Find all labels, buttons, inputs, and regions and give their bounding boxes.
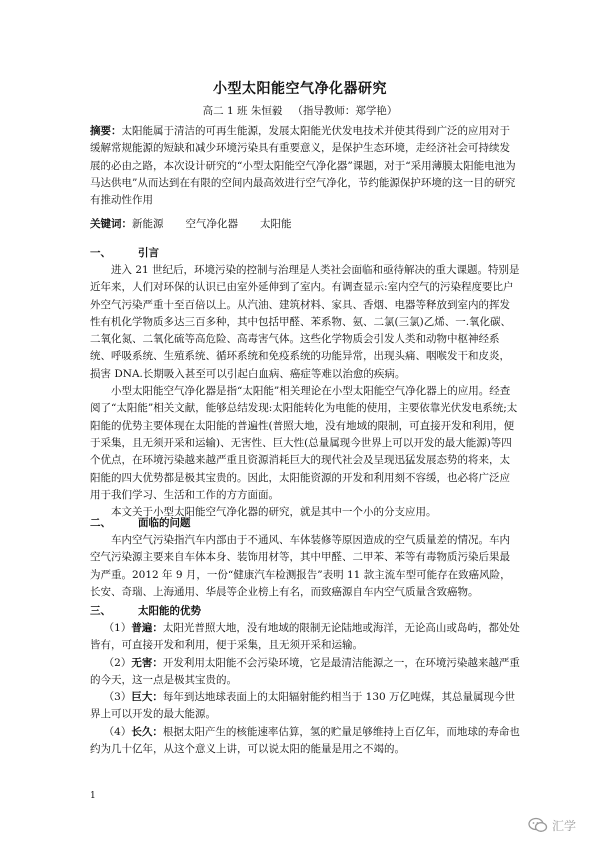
section-number: 二、 xyxy=(90,517,111,529)
paper-title: 小型太阳能空气净化器研究 xyxy=(213,81,387,97)
section-title: 太阳能的优势 xyxy=(138,605,201,617)
watermark xyxy=(528,815,594,835)
keywords xyxy=(90,216,520,233)
list-item xyxy=(90,689,520,724)
abstract xyxy=(90,123,520,209)
item-number: （3） xyxy=(103,691,132,704)
keyword: 太阳能 xyxy=(260,218,292,230)
item-number: （2） xyxy=(103,656,132,669)
item-label: 巨大： xyxy=(131,691,163,704)
wechat-icon xyxy=(528,817,548,833)
abstract-text: 太阳能属于清洁的可再生能源，发展太阳能光伏发电技术并使其得到广泛的应用对于缓解常规能源的短缺和减少环境污染具有重要意义，是保护生态环境，走经济社会可持续发展的必由之路，本次设计研究的“小型太阳能空气净化器”课题，对于“采用薄膜太阳能电池为马达供电”从而达到在有限的空间内最高效进行空气净化，节约能源保护环境的这一目的研究有推动性作用 xyxy=(90,125,516,207)
section-heading-intro xyxy=(90,245,520,260)
keyword: 空气净化器 xyxy=(185,218,238,230)
item-label: 长久： xyxy=(131,725,163,738)
list-item xyxy=(90,620,520,655)
advisor: （指导教师：郑学艳） xyxy=(292,105,398,117)
item-number: （4） xyxy=(103,725,132,738)
section-body-intro xyxy=(90,262,520,521)
item-text: 根据太阳产生的核能速率估算，氢的贮量足够维持上百亿年，而地球的寿命也约为几十亿年，从这个意义上讲，可以说太阳的能量是用之不竭的。 xyxy=(90,725,520,756)
advantages-list xyxy=(90,620,520,758)
abstract-label: 摘要： xyxy=(90,125,122,137)
section-number: 三、 xyxy=(90,605,111,617)
paragraph: 进入 21 世纪后，环境污染的控制与治理是人类社会面临和亟待解决的重大课题。特别是近年来，人们对环保的认识已由室外延伸到了室内。有调查显示:室内空气的污染程度要比户外空气污染严重十至百倍以上。从汽油、建筑材料、家具、香烟、电器等释放到室内的挥发性有机化学物质多达三百多种，其中包括甲醛、苯系物、氨、二氯(三氯)乙烯、一.氧化碳、二氧化氮、二氧化硫等高危险、高毒害气体。这些化学物质会引发人类和动物中枢神经系统、呼吸系统、生殖系统、循环系统和免疫系统的功能异常，出现头痛、咽喉发干和皮炎，损害 DNA.长期吸入甚至可以引起白血病、癌症等难以治愈的疾病。 xyxy=(90,264,520,380)
list-item xyxy=(90,724,520,759)
item-label: 无害： xyxy=(131,656,163,669)
paragraph: 小型太阳能空气净化器是指“太阳能”相关理论在小型太阳能空气净化器上的应用。经查阅了“太阳能”相关文献，能够总结发现:太阳能转化为电能的使用，主要依靠光伏发电系统;太阳能的优势主要体现在太阳能的普遍性(普照大地，没有地域的限制，可直接开发和利用，便于采集，且无须开采和运输)、无害性、巨大性(总量属现今世界上可以开发的最大能源)等四个优点，在环境污染越来越严重且资源消耗巨大的现代社会及呈现迅猛发展态势的将来，太阳能的四大优势都是极其宝贵的。因此，太阳能资源的开发和利用刻不容缓，也必将广泛应用于我们学习、生活和工作的方方面面。 xyxy=(90,385,518,501)
keywords-label: 关键词： xyxy=(90,218,132,230)
section-heading-problems xyxy=(90,515,520,530)
byline xyxy=(0,103,600,118)
page-number: 1 xyxy=(90,791,96,801)
watermark-text: 汇学 xyxy=(552,819,577,833)
list-item xyxy=(90,655,520,690)
paragraph: 车内空气污染指汽车内部由于不通风、车体装修等原因造成的空气质量差的情况。车内空气污染源主要来自车体本身、装饰用材等，其中甲醛、二甲苯、苯等有毒物质污染后果最为严重。2012 年 9 月，一份“健康汽车检测报告”表明 11 款主流车型可能存在致癌风险，长安、奇瑞、上海通用、华晨等企业榜上有名，而致癌源自车内空气质量含致癌物。 xyxy=(90,534,511,598)
item-text: 每年到达地球表面上的太阳辐射能约相当于 130 万亿吨煤，其总量属现今世界上可以开发的最大能源。 xyxy=(90,691,516,721)
section-number: 一、 xyxy=(90,247,111,259)
section-title: 引言 xyxy=(138,247,159,259)
section-body-problems xyxy=(90,532,520,601)
item-text: 开发利用太阳能不会污染环境，它是最清洁能源之一，在环境污染越来越严重的今天，这一点是极其宝贵的。 xyxy=(90,656,520,686)
section-heading-advantages xyxy=(90,603,520,618)
item-text: 太阳光普照大地，没有地域的限制无论陆地或海洋，无论高山或岛屿，都处处皆有，可直接开发和利用，便于采集，且无须开采和运输。 xyxy=(90,622,520,652)
keyword: 新能源 xyxy=(132,218,164,230)
item-label: 普遍： xyxy=(131,622,163,634)
paragraph: 本文关于小型太阳能空气净化器的研究，就是其中一个小的分支应用。 xyxy=(111,506,437,519)
item-number: （1） xyxy=(103,622,132,634)
author: 高二 1 班 朱恒毅 xyxy=(202,105,283,117)
section-title: 面临的问题 xyxy=(138,517,191,529)
